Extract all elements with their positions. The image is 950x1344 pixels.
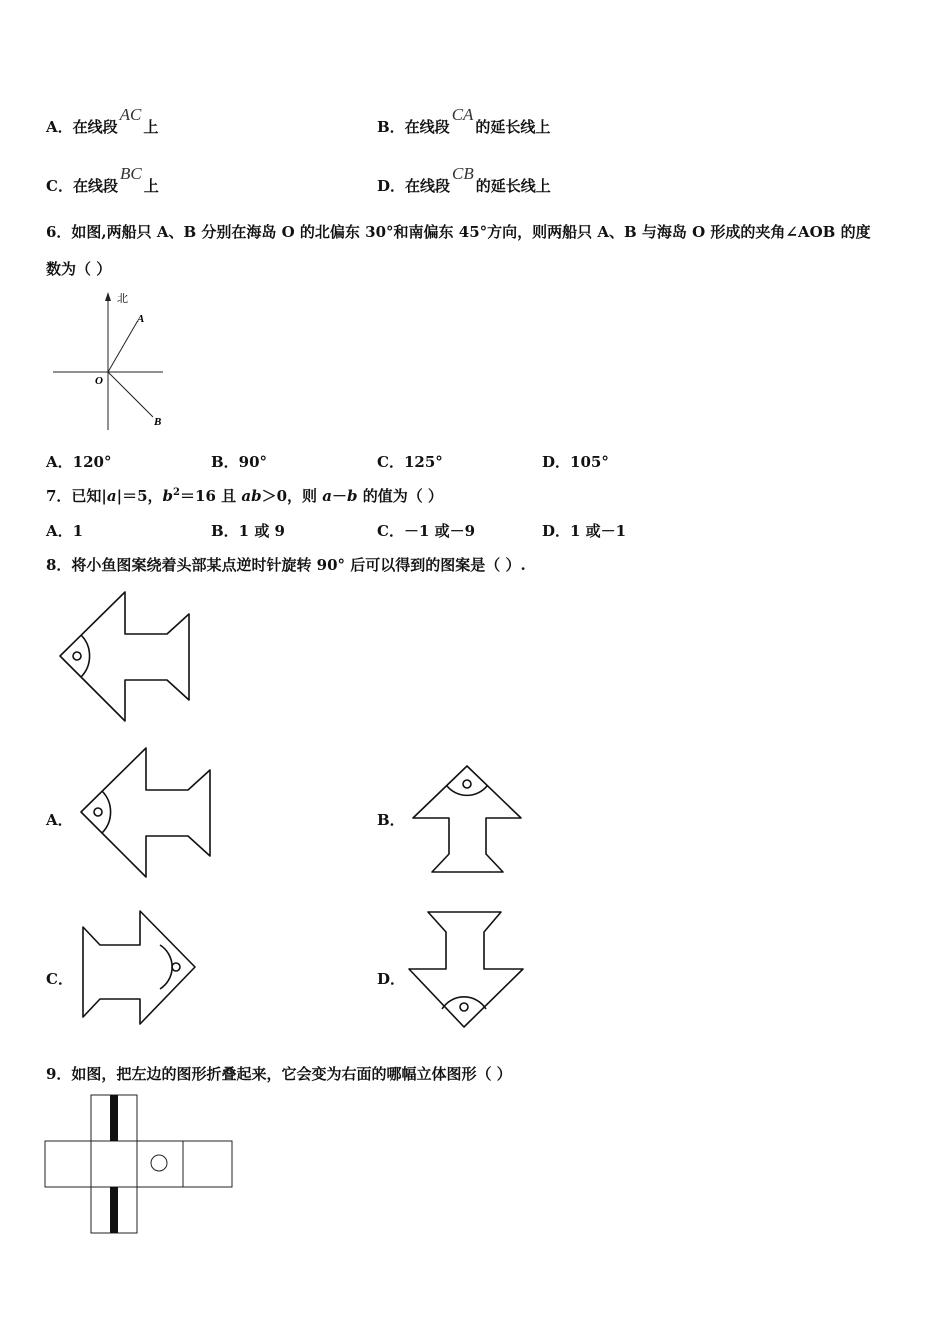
q9-stem: 9．如图，把左边的图形折叠起来，它会变为右面的哪幅立体图形（ ） — [46, 1065, 512, 1083]
face-circle — [151, 1155, 167, 1171]
q7-option-a: A．1 — [46, 522, 84, 540]
q8-option-a-label: A． — [46, 811, 73, 829]
q8-option-c-label: C． — [46, 970, 73, 988]
q6-compass-figure — [50, 288, 170, 433]
q5-option-c: C．在线段BC上 — [46, 164, 159, 195]
q8-option-b-figure — [411, 762, 526, 878]
q8-option-d-label: D． — [377, 970, 406, 988]
q8-option-a-figure — [76, 744, 216, 884]
q6-stem-line2: 数为（ ） — [46, 260, 112, 278]
q5-option-d: D．在线段CB的延长线上 — [377, 164, 551, 195]
q7-option-b: B．1 或 9 — [211, 522, 285, 540]
q6-option-d: D．105° — [542, 453, 609, 471]
ray-oa — [108, 322, 137, 372]
q6-option-a: A．120° — [46, 453, 112, 471]
q8-option-b-label: B． — [377, 811, 405, 829]
bottom-face-bar — [110, 1187, 118, 1233]
q7-option-c: C．－1 或－9 — [377, 522, 476, 540]
q6-option-c: C．125° — [377, 453, 443, 471]
q6-option-b: B．90° — [211, 453, 268, 471]
q8-option-c-figure — [78, 907, 203, 1032]
q8-original-fish — [55, 588, 195, 728]
point-o-label: O — [95, 375, 103, 387]
point-a-label: A — [137, 313, 145, 325]
q8-option-d-figure — [406, 907, 528, 1031]
q5-option-a: A．在线段AC上 — [46, 105, 159, 136]
q8-stem: 8．将小鱼图案绕着头部某点逆时针旋转 90° 后可以得到的图案是（ ）. — [46, 556, 526, 574]
point-b-label: B — [154, 416, 162, 428]
q9-cube-net — [44, 1093, 238, 1237]
north-label: 北 — [117, 292, 128, 305]
top-face-bar — [110, 1095, 118, 1141]
q7-stem: 7．已知|a|＝5，$b^2=16$ 且 ab＞0，则 a－b 的值为（ ） — [46, 487, 443, 505]
q6-stem-line1: 6．如图,两船只 A、B 分别在海岛 O 的北偏东 30°和南偏东 45°方向，则两船只 A、B 与海岛 O 形成的夹角∠AOB 的度 — [46, 223, 871, 241]
ray-ob — [108, 372, 153, 417]
q5-option-b: B．在线段CA的延长线上 — [377, 105, 551, 136]
q7-option-d: D．1 或－1 — [542, 522, 627, 540]
north-arrow-head — [105, 292, 111, 301]
